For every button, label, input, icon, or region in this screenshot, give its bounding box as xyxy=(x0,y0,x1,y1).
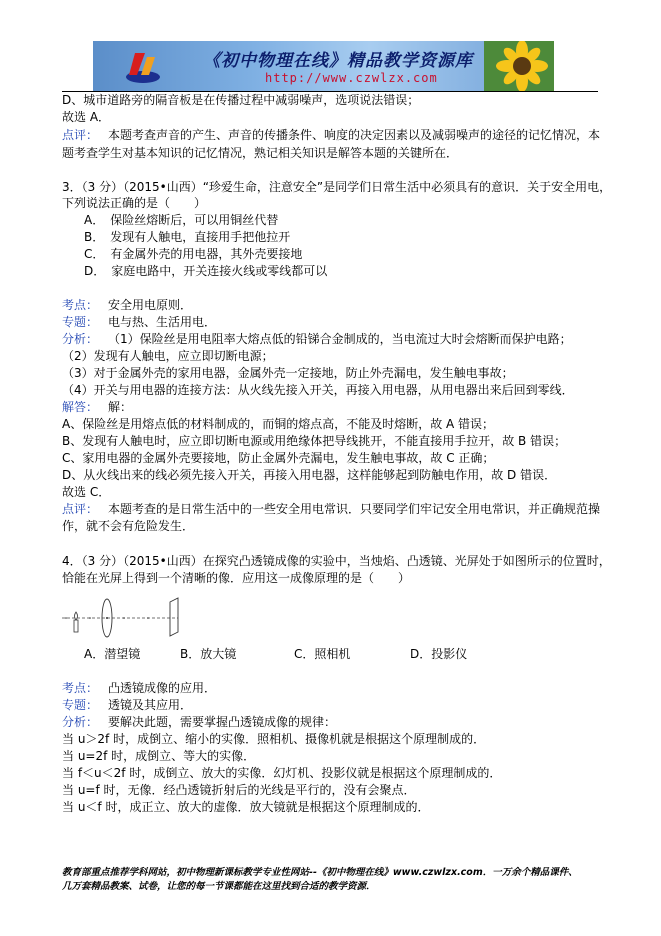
q3-fenxi-text-3: （3）对于金属外壳的家用电器，金属外壳一定接地，防止外壳漏电，发生触电事故； xyxy=(62,366,514,380)
footer-line-2: 几万套精品教案、试卷，让您的每一节课都能在这里找到合适的教学资源． xyxy=(62,881,376,892)
q2-option-d-analysis: D、城市道路旁的隔音板是在传播过程中减弱噪声，选项说法错误； xyxy=(62,93,420,107)
q4-rule-1: 当 u＞2f 时，成倒立、缩小的实像．照相机、摄像机就是根据这个原理制成的． xyxy=(62,732,486,746)
q4-stem-1: 4．（3 分）（2015•山西）在探究凸透镜成像的实验中，当烛焰、凸透镜、光屏处于如图所示的位置时， xyxy=(62,554,611,568)
q3-jieda-label: 解答： xyxy=(62,400,99,414)
q3-solution-c: C、家用电器的金属外壳要接地，防止金属外壳漏电，发生触电事故，故 C 正确； xyxy=(62,451,495,465)
q3-stem-1: 3．（3 分）（2015•山西）“珍爱生命，注意安全”是同学们日常生活中必须具有的意识．关于安全用电， xyxy=(62,180,612,194)
q4-fenxi-text-0: 要解决此题，需要掌握凸透镜成像的规律： xyxy=(108,715,337,729)
q3-solution-d: D、从火线出来的线必须先接入开关，再接入用电器，这样能够起到防触电作用，故 D 错误． xyxy=(62,468,557,482)
q4-stem-2: 恰能在光屏上得到一个清晰的像．应用这一成像原理的是（ ） xyxy=(62,571,411,585)
q4-rule-5: 当 u＜f 时，成正立、放大的虚像．放大镜就是根据这个原理制成的． xyxy=(62,800,430,814)
q3-kaodian xyxy=(62,297,192,314)
q2-comment-text-1: 本题考查声音的产生、声音的传播条件、响度的决定因素以及减弱噪声的途径的记忆情况，本 xyxy=(108,128,601,142)
q3-option-d: D． 家庭电路中，开关连接火线或零线都可以 xyxy=(84,264,328,278)
header-banner xyxy=(93,41,554,91)
q3-jieda-text: 解： xyxy=(108,400,133,414)
q3-option-a: A． 保险丝熔断后，可以用铜丝代替 xyxy=(84,213,279,227)
q3-fenxi-text-2: （2）发现有人触电，应立即切断电源； xyxy=(62,349,274,363)
q4-rule-2: 当 u=2f 时，成倒立、等大的实像． xyxy=(62,749,256,763)
q3-answer: 故选 C． xyxy=(62,485,111,499)
q3-fenxi-text-4: （4）开关与用电器的连接方法：从火线先接入开关，再接入用电器，从用电器出来后回到零线． xyxy=(62,383,574,397)
q4-kaodian-label: 考点： xyxy=(62,681,99,695)
q3-kaodian-label: 考点： xyxy=(62,298,99,312)
q4-zhuanti-text: 透镜及其应用． xyxy=(108,698,193,712)
q3-dianping-text-1: 本题考查的是日常生活中的一些安全用电常识．只要同学们牢记安全用电常识，并正确规范操 xyxy=(108,502,601,516)
q3-option-c: C． 有金属外壳的用电器，其外壳要接地 xyxy=(84,247,303,261)
q3-kaodian-text: 安全用电原则． xyxy=(108,298,193,312)
q4-option-b: B．放大镜 xyxy=(180,647,237,661)
q4-rule-4: 当 u=f 时，无像．经凸透镜折射后的光线是平行的，没有会聚点． xyxy=(62,783,416,797)
q3-zhuanti-text: 电与热、生活用电． xyxy=(108,315,217,329)
q3-fenxi-text-1: （1）保险丝是用电阻率大熔点低的铅锑合金制成的，当电流过大时会熔断而保护电路； xyxy=(108,332,572,346)
q4-option-d: D．投影仪 xyxy=(410,647,468,661)
q3-fenxi-label: 分析： xyxy=(62,332,99,346)
q4-fenxi-label: 分析： xyxy=(62,715,99,729)
q4-kaodian-text: 凸透镜成像的应用． xyxy=(108,681,217,695)
q2-answer: 故选 A． xyxy=(62,110,111,124)
q4-zhuanti xyxy=(62,697,192,714)
q4-option-c: C．照相机 xyxy=(294,647,351,661)
sunflower-icon xyxy=(484,41,554,91)
q3-stem-2: 下列说法正确的是（ ） xyxy=(62,196,207,210)
lens-experiment-diagram xyxy=(62,594,192,640)
q3-dianping-text-2: 作，就不会有危险发生． xyxy=(62,519,195,533)
q3-solution-b: B、发现有人触电时，应立即切断电源或用绝缘体把导线挑开，不能直接用手拉开，故 B 错误； xyxy=(62,434,567,448)
q3-jieda xyxy=(62,399,132,416)
q4-rule-3: 当 f＜u＜2f 时，成倒立、放大的实像．幻灯机、投影仪就是根据这个原理制成的． xyxy=(62,766,502,780)
footer-line-1: 教育部重点推荐学科网站，初中物理新课标教学专业性网站--《初中物理在线》www.czwlzx.com．一万余个精品课件、 xyxy=(62,867,578,878)
q3-solution-a: A、保险丝是用熔点低的材料制成的，而铜的熔点高，不能及时熔断，故 A 错误； xyxy=(62,417,495,431)
q3-zhuanti xyxy=(62,314,216,331)
q2-comment xyxy=(62,127,600,144)
light-screen-icon xyxy=(170,598,178,636)
q4-zhuanti-label: 专题： xyxy=(62,698,99,712)
q2-comment-text-2: 题考查学生对基本知识的记忆情况，熟记相关知识是解答本题的关键所在． xyxy=(62,146,459,160)
q2-comment-label: 点评： xyxy=(62,128,99,142)
q3-fenxi xyxy=(62,331,572,348)
banner-title: 《初中物理在线》精品教学资源库 xyxy=(203,51,473,71)
site-logo-icon xyxy=(123,47,163,87)
q3-option-b: B． 发现有人触电，直接用手把他拉开 xyxy=(84,230,291,244)
q3-zhuanti-label: 专题： xyxy=(62,315,99,329)
q4-fenxi xyxy=(62,714,336,731)
q3-dianping-label: 点评： xyxy=(62,502,99,516)
q3-dianping xyxy=(62,501,600,518)
q4-option-a: A．潜望镜 xyxy=(84,647,141,661)
banner-url[interactable]: http://www.czwlzx.com xyxy=(265,71,438,85)
q4-kaodian xyxy=(62,680,216,697)
candle-icon xyxy=(74,612,78,632)
